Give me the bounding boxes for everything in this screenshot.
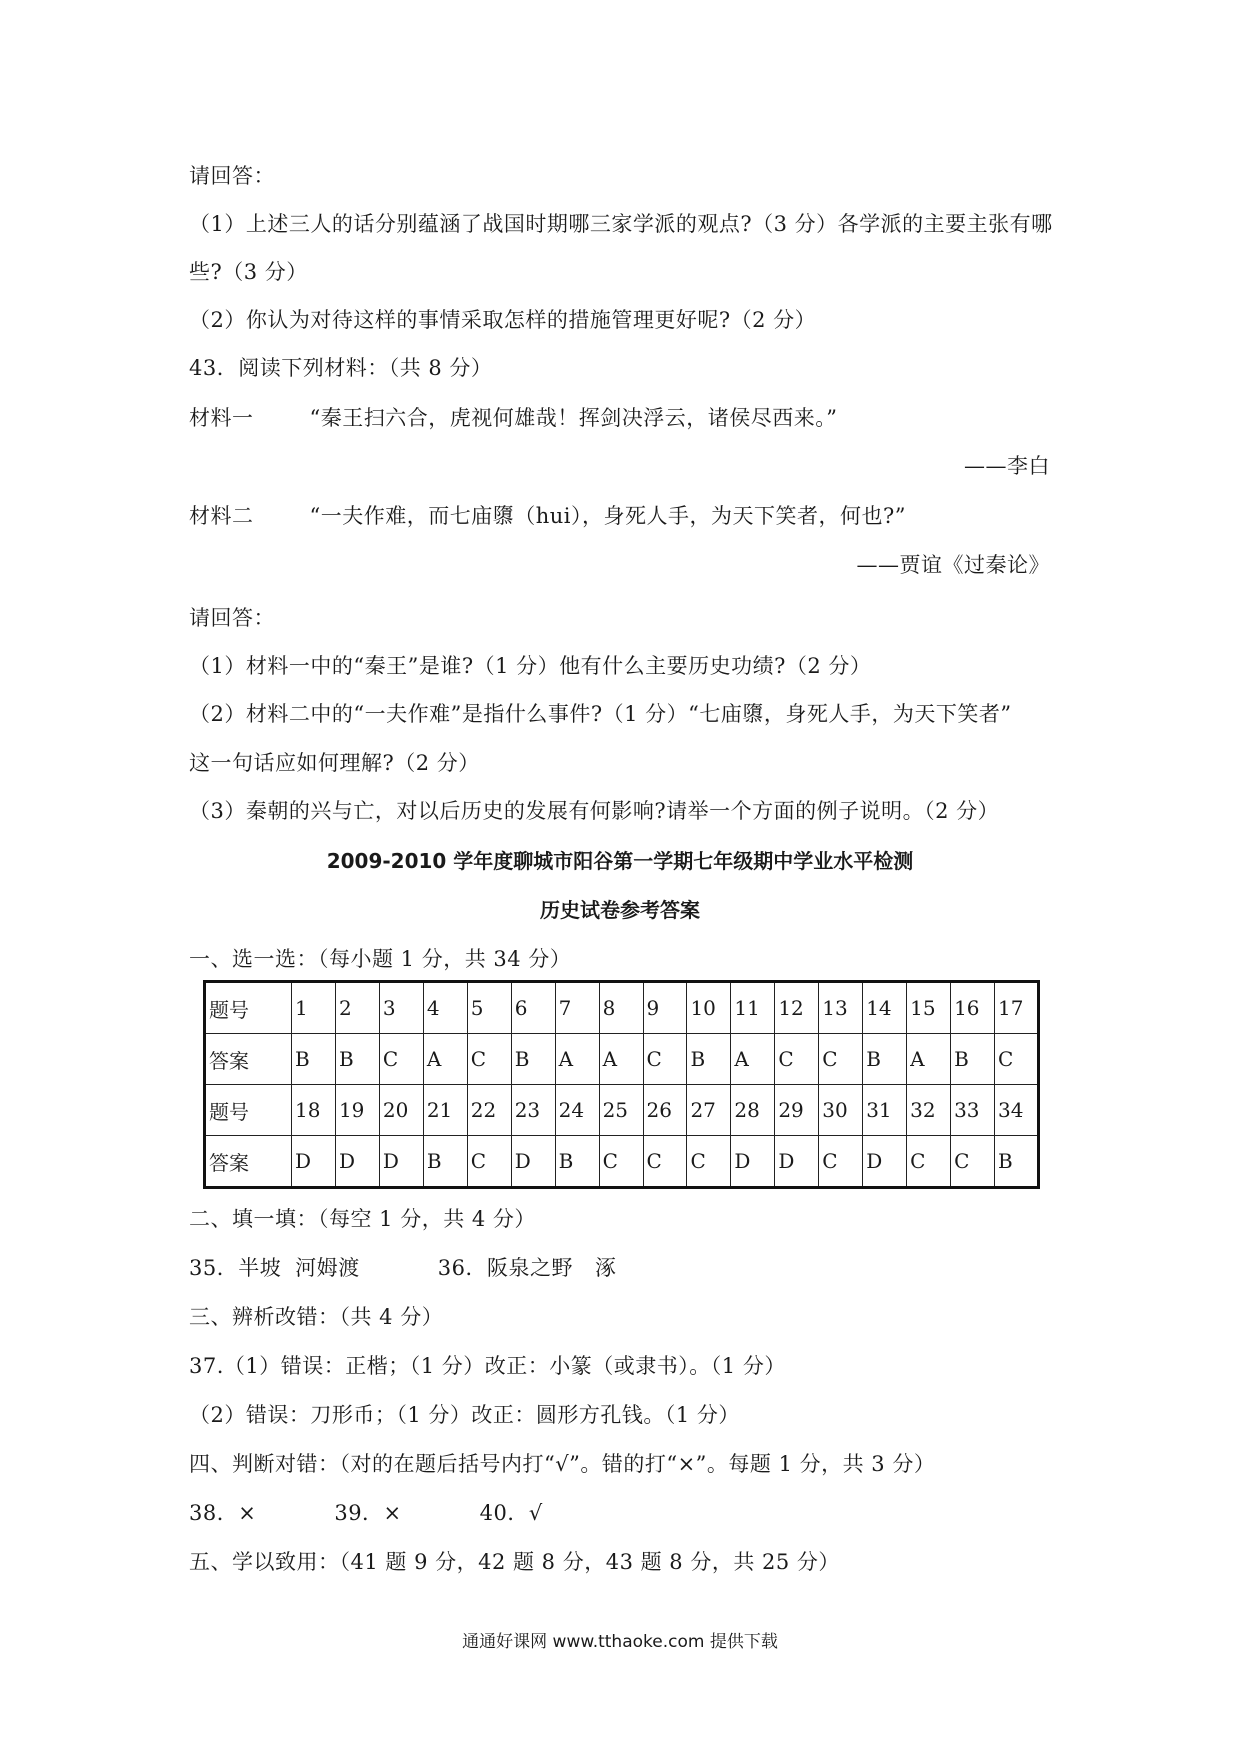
q42-part1-line2: 些?（3 分） (189, 260, 308, 284)
table-cell: 32 (907, 1085, 951, 1136)
table-cell: 19 (335, 1085, 379, 1136)
table-cell: 23 (511, 1085, 555, 1136)
table-cell: 15 (907, 982, 951, 1034)
material2-label: 材料二 (189, 504, 254, 528)
q43-material1 (189, 404, 837, 432)
table-row-header: 题号 (205, 1085, 292, 1136)
table-cell: 21 (423, 1085, 467, 1136)
table-cell: 11 (731, 982, 775, 1034)
table-cell: 7 (555, 982, 599, 1034)
table-cell: A (423, 1034, 467, 1085)
section2-answers (189, 1254, 616, 1282)
q43-part3: （3）秦朝的兴与亡，对以后历史的发展有何影响?请举一个方面的例子说明。（2 分） (189, 799, 1000, 823)
q43-part2-line2: 这一句话应如何理解?（2 分） (189, 751, 480, 775)
page-footer: 通通好课网 www.tthaoke.com 提供下载 (462, 1632, 778, 1652)
q38-answer: 38．× (189, 1501, 257, 1525)
q42-part2: （2）你认为对待这样的事情采取怎样的措施管理更好呢?（2 分） (189, 308, 817, 332)
q35-answer-b: 河姆渡 (295, 1256, 360, 1280)
table-cell: 27 (687, 1085, 731, 1136)
table-cell: 14 (863, 982, 907, 1034)
table-cell: 13 (819, 982, 863, 1034)
table-cell: 4 (423, 982, 467, 1034)
table-row-header: 答案 (205, 1034, 292, 1085)
table-cell: C (775, 1034, 819, 1085)
table-cell: 12 (775, 982, 819, 1034)
table-cell: D (379, 1136, 423, 1188)
table-cell: B (511, 1034, 555, 1085)
q40-answer: 40．√ (479, 1501, 543, 1525)
table-cell: B (423, 1136, 467, 1188)
table-cell: C (467, 1136, 511, 1188)
table-cell: D (863, 1136, 907, 1188)
section1-title: 一、选一选：（每小题 1 分，共 34 分） (189, 947, 572, 971)
section3-title: 三、辨析改错：（共 4 分） (189, 1305, 444, 1329)
table-cell: C (907, 1136, 951, 1188)
q43-part2-line1: （2）材料二中的“一夫作难”是指什么事件?（1 分）“七庙隳，身死人手，为天下笑者” (189, 702, 1012, 726)
table-row-header: 答案 (205, 1136, 292, 1188)
table-cell: 33 (951, 1085, 995, 1136)
table-cell: 17 (995, 982, 1039, 1034)
q35-answer-a: 35．半坡 (189, 1256, 282, 1280)
table-cell: B (555, 1136, 599, 1188)
table-row (205, 982, 1039, 1034)
table-row (205, 1085, 1039, 1136)
table-cell: 6 (511, 982, 555, 1034)
table-row-header: 题号 (205, 982, 292, 1034)
section2-title: 二、填一填：（每空 1 分，共 4 分） (189, 1207, 536, 1231)
table-cell: C (643, 1136, 687, 1188)
table-cell: C (379, 1034, 423, 1085)
table-cell: 18 (292, 1085, 336, 1136)
q39-answer: 39．× (334, 1501, 402, 1525)
section4-answers (189, 1499, 543, 1527)
material1-source: ——李白 (964, 454, 1050, 478)
answer-table (203, 980, 1040, 1189)
table-cell: 31 (863, 1085, 907, 1136)
table-cell: D (511, 1136, 555, 1188)
table-cell: 20 (379, 1085, 423, 1136)
table-cell: B (951, 1034, 995, 1085)
table-cell: A (555, 1034, 599, 1085)
table-cell: 24 (555, 1085, 599, 1136)
table-cell: 1 (292, 982, 336, 1034)
material1-label: 材料一 (189, 406, 254, 430)
table-cell: 29 (775, 1085, 819, 1136)
table-cell: B (687, 1034, 731, 1085)
q43-part1: （1）材料一中的“秦王”是谁?（1 分）他有什么主要历史功绩?（2 分） (189, 654, 872, 678)
table-cell: C (599, 1136, 643, 1188)
material1-quote: “秦王扫六合，虎视何雄哉！挥剑决浮云，诸侯尽西来。” (309, 406, 838, 430)
table-cell: 2 (335, 982, 379, 1034)
answer-key-title: 2009-2010 学年度聊城市阳谷第一学期七年级期中学业水平检测 (326, 849, 914, 873)
q43-material2 (189, 502, 906, 530)
table-cell: C (467, 1034, 511, 1085)
table-cell: 26 (643, 1085, 687, 1136)
q43-title: 43．阅读下列材料：（共 8 分） (189, 356, 493, 380)
table-cell: C (995, 1034, 1039, 1085)
table-cell: D (292, 1136, 336, 1188)
q36-answer-b: 涿 (594, 1256, 617, 1280)
table-cell: B (335, 1034, 379, 1085)
table-cell: 8 (599, 982, 643, 1034)
table-cell: C (643, 1034, 687, 1085)
q42-part1-line1: （1）上述三人的话分别蕴涵了战国时期哪三家学派的观点?（3 分）各学派的主要主张有哪 (189, 212, 1053, 236)
table-row (205, 1136, 1039, 1188)
table-cell: C (819, 1136, 863, 1188)
table-cell: 5 (467, 982, 511, 1034)
material2-quote: “一夫作难，而七庙隳（hui），身死人手，为天下笑者，何也?” (309, 504, 906, 528)
table-row (205, 1034, 1039, 1085)
table-cell: C (819, 1034, 863, 1085)
table-cell: 30 (819, 1085, 863, 1136)
q37-answer-2: （2）错误：刀形币；（1 分）改正：圆形方孔钱。（1 分） (189, 1403, 740, 1427)
table-cell: 10 (687, 982, 731, 1034)
table-cell: A (907, 1034, 951, 1085)
table-cell: B (292, 1034, 336, 1085)
section5-title: 五、学以致用：（41 题 9 分，42 题 8 分，43 题 8 分，共 25 分） (189, 1550, 840, 1574)
q36-answer-a: 36．阪泉之野 (437, 1256, 573, 1280)
table-cell: 28 (731, 1085, 775, 1136)
table-cell: B (863, 1034, 907, 1085)
material2-source: ——贾谊《过秦论》 (856, 553, 1050, 577)
table-cell: 9 (643, 982, 687, 1034)
answer-key-subtitle: 历史试卷参考答案 (540, 898, 700, 922)
q37-answer-1: 37.（1）错误：正楷；（1 分）改正：小篆（或隶书）。（1 分） (189, 1354, 786, 1378)
table-cell: B (995, 1136, 1039, 1188)
table-cell: 34 (995, 1085, 1039, 1136)
table-cell: D (775, 1136, 819, 1188)
table-cell: C (687, 1136, 731, 1188)
table-cell: 25 (599, 1085, 643, 1136)
q43-prompt: 请回答： (189, 606, 275, 630)
table-cell: D (731, 1136, 775, 1188)
table-cell: 3 (379, 982, 423, 1034)
table-cell: C (951, 1136, 995, 1188)
table-cell: 22 (467, 1085, 511, 1136)
q42-prompt: 请回答： (189, 164, 275, 188)
table-cell: 16 (951, 982, 995, 1034)
table-cell: A (731, 1034, 775, 1085)
table-cell: A (599, 1034, 643, 1085)
section4-title: 四、判断对错：（对的在题后括号内打“√”。错的打“×”。每题 1 分，共 3 分） (189, 1452, 936, 1476)
table-cell: D (335, 1136, 379, 1188)
